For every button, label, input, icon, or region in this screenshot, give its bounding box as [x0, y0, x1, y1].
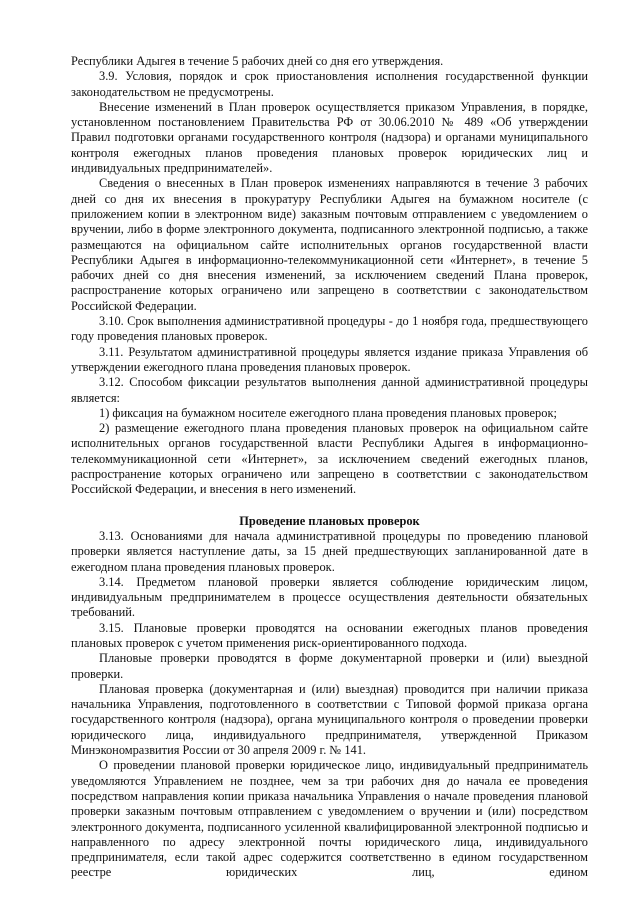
- paragraph-3-9: 3.9. Условия, порядок и срок приостановления исполнения государственной функции законодательством не предусмотрены.: [71, 69, 588, 99]
- paragraph-notification: О проведении плановой проверки юридическое лицо, индивидуальный предприниматель уведомляются Управлением не позднее, чем за три рабочих дня до начала ее проведения посредством направления копии приказа начальника Управления о начале проведения плановой проверки заказным почтовым отправлением с уведомлением о вручении и (или) посредством электронного документа, подписанного усиленной квалифицированной электронной подписью и направленного по адресу электронной почты юридического лица, индивидуального предпринимателя, если такой адрес содержится соответственно в едином государственном реестре юридических лиц, едином: [71, 758, 588, 880]
- paragraph-3-11: 3.11. Результатом административной процедуры является издание приказа Управления об утверждении ежегодного плана проведения плановых проверок.: [71, 344, 588, 374]
- list-item-1: 1) фиксация на бумажном носителе ежегодного плана проведения плановых проверок;: [99, 405, 557, 420]
- section-heading: Проведение плановых проверок: [239, 513, 420, 528]
- paragraph-continuation: Республики Адыгея в течение 5 рабочих дней со дня его утверждения.: [71, 54, 444, 68]
- paragraph-3-15: 3.15. Плановые проверки проводятся на основании ежегодных планов проведения плановых проверок с учетом применения риск-ориентированного подхода.: [71, 620, 588, 650]
- paragraph-changes-notification: Сведения о внесенных в План проверок изменениях направляются в течение 3 рабочих дней со дня их внесения в прокуратуру Республики Адыгея на бумажном носителе (с приложением копии в электронном виде) заказным почтовым отправлением с уведомлением о вручении, либо в форме электронного документа, подписанного электронной подписью, а также размещаются на официальном сайте исполнительных органов государственной власти Республики Адыгея в информационно-телекоммуникационной сети «Интернет», в течение 5 рабочих дней со дня внесения изменений, за исключением сведений Плана проверок, распространение которых ограничено или запрещено в соответствии с законодательством Российской Федерации.: [71, 176, 588, 313]
- paragraph-3-12: 3.12. Способом фиксации результатов выполнения данной административной процедуры является:: [71, 375, 588, 405]
- document-body: [71, 54, 588, 881]
- paragraph-plan-changes: Внесение изменений в План проверок осуществляется приказом Управления, в порядке, установленном постановлением Правительства РФ от 30.06.2010 № 489 «Об утверждении Правил подготовки органами государственного контроля (надзора) и органами муниципального контроля ежегодных планов проведения плановых проверок юридических лиц и индивидуальных предпринимателей».: [71, 99, 588, 176]
- list-item-2: 2) размещение ежегодного плана проведения плановых проверок на официальном сайте исполнительных органов государственной власти Республики Адыгея в информационно-телекоммуникационной сети «Интернет», за исключением сведений ежегодных планов, распространение которых ограничено или запрещено в соответствии с законодательством Российской Федерации, и внесения в него изменений.: [71, 421, 588, 497]
- paragraph-3-14: 3.14. Предметом плановой проверки является соблюдение юридическим лицом, индивидуальным предпринимателем в процессе осуществления деятельности обязательных требований.: [71, 574, 588, 620]
- paragraph-inspection-order: Плановая проверка (документарная и (или) выездная) проводится при наличии приказа начальника Управления, подготовленного в соответствии с Типовой формой приказа органа государственного контроля (надзора), органа муниципального контроля о проведении проверки юридического лица, индивидуального предпринимателя, утвержденной Приказом Минэкономразвития России от 30 апреля 2009 г. № 141.: [71, 681, 588, 758]
- paragraph-3-10: 3.10. Срок выполнения административной процедуры - до 1 ноября года, предшествующего году проведения плановых проверок.: [71, 314, 588, 344]
- paragraph-3-13: 3.13. Основаниями для начала административной процедуры по проведению плановой проверки является наступление даты, за 15 дней предшествующих запланированной дате в ежегодном плана проведения плановых проверок.: [71, 528, 588, 574]
- paragraph-inspection-forms: Плановые проверки проводятся в форме документарной проверки и (или) выездной проверки.: [71, 651, 588, 681]
